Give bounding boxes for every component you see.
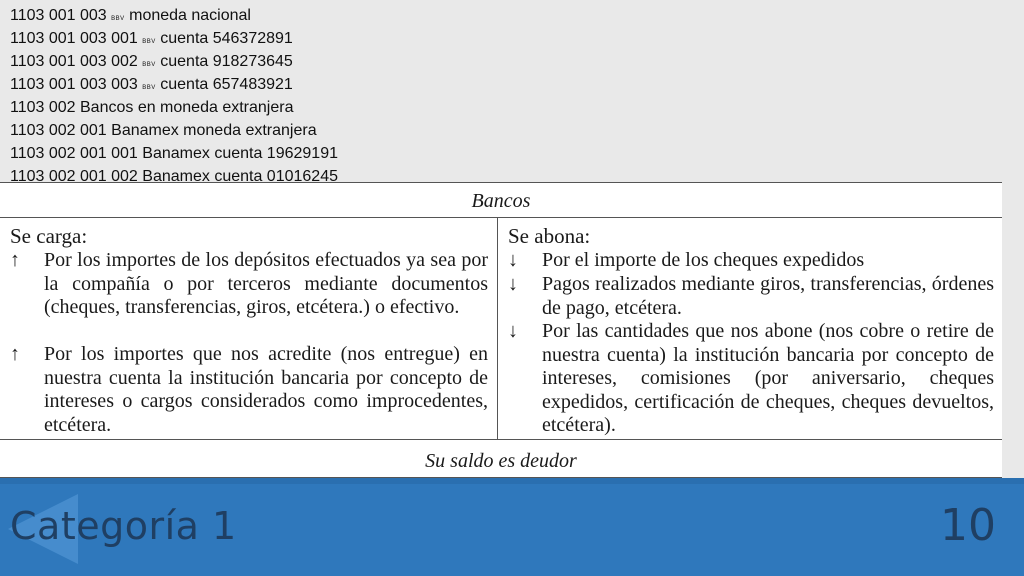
account-line: 1103 001 003 002 BBV cuenta 918273645	[10, 53, 293, 70]
cargo-text: Por los importes que nos acredite (nos entregue) en nuestra cuenta la institución bancaria por concepto de intereses o cargos considerados como improcedentes, etcétera.	[44, 343, 488, 436]
account-list	[0, 0, 1024, 182]
arrow-down-icon: ↓	[508, 320, 518, 342]
abono-text: Por el importe de los cheques expedidos	[542, 249, 865, 271]
abono-heading: Se abona:	[508, 224, 591, 248]
abono-entry	[508, 249, 994, 273]
arrow-down-icon: ↓	[508, 273, 518, 295]
footer	[0, 478, 1024, 576]
page-number: 10	[940, 500, 996, 551]
account-line: 1103 002 001 Banamex moneda extranjera	[10, 122, 317, 139]
account-line: 1103 002 001 001 Banamex cuenta 19629191	[10, 145, 338, 162]
saldo-text: Su saldo es deudor	[425, 450, 577, 472]
account-line: 1103 001 003 001 BBV cuenta 546372891	[10, 30, 293, 47]
account-line: 1103 001 003 003 BBV cuenta 657483921	[10, 76, 293, 93]
table-border-top	[0, 182, 1002, 183]
arrow-down-icon: ↓	[508, 249, 518, 271]
arrow-up-icon: ↑	[10, 343, 20, 365]
abono-entry	[508, 320, 994, 438]
cargo-heading: Se carga:	[10, 224, 88, 248]
account-line: 1103 001 003 BBV moneda nacional	[10, 7, 251, 24]
arrow-up-icon: ↑	[10, 249, 20, 271]
table-divider	[0, 217, 1002, 218]
section-title: Categoría 1	[10, 504, 237, 548]
column-divider	[497, 217, 498, 439]
abono-text: Por las cantidades que nos abone (nos cobre o retire de nuestra cuenta) la institución bancaria por concepto de intereses, comisiones (por aniversario, cheques expedidos, certificación de cheques, cheques devueltos, etcétera).	[542, 320, 994, 436]
cargo-text: Por los importes de los depósitos efectuados ya sea por la compañía o por terceros mediante documentos (cheques, transferencias, giros, etcétera.) o efectivo.	[44, 249, 488, 318]
table-title: Bancos	[471, 190, 531, 212]
abono-text: Pagos realizados mediante giros, transferencias, órdenes de pago, etcétera.	[542, 273, 994, 319]
account-line: 1103 002 Bancos en moneda extranjera	[10, 99, 294, 116]
account-line: 1103 002 001 002 Banamex cuenta 01016245	[10, 168, 338, 182]
cargo-entry	[10, 249, 488, 343]
table-divider	[0, 439, 1002, 440]
abono-entry	[508, 273, 994, 320]
bancos-table	[0, 182, 1002, 478]
footer-divider	[0, 478, 1024, 484]
cargo-entry	[10, 343, 488, 437]
